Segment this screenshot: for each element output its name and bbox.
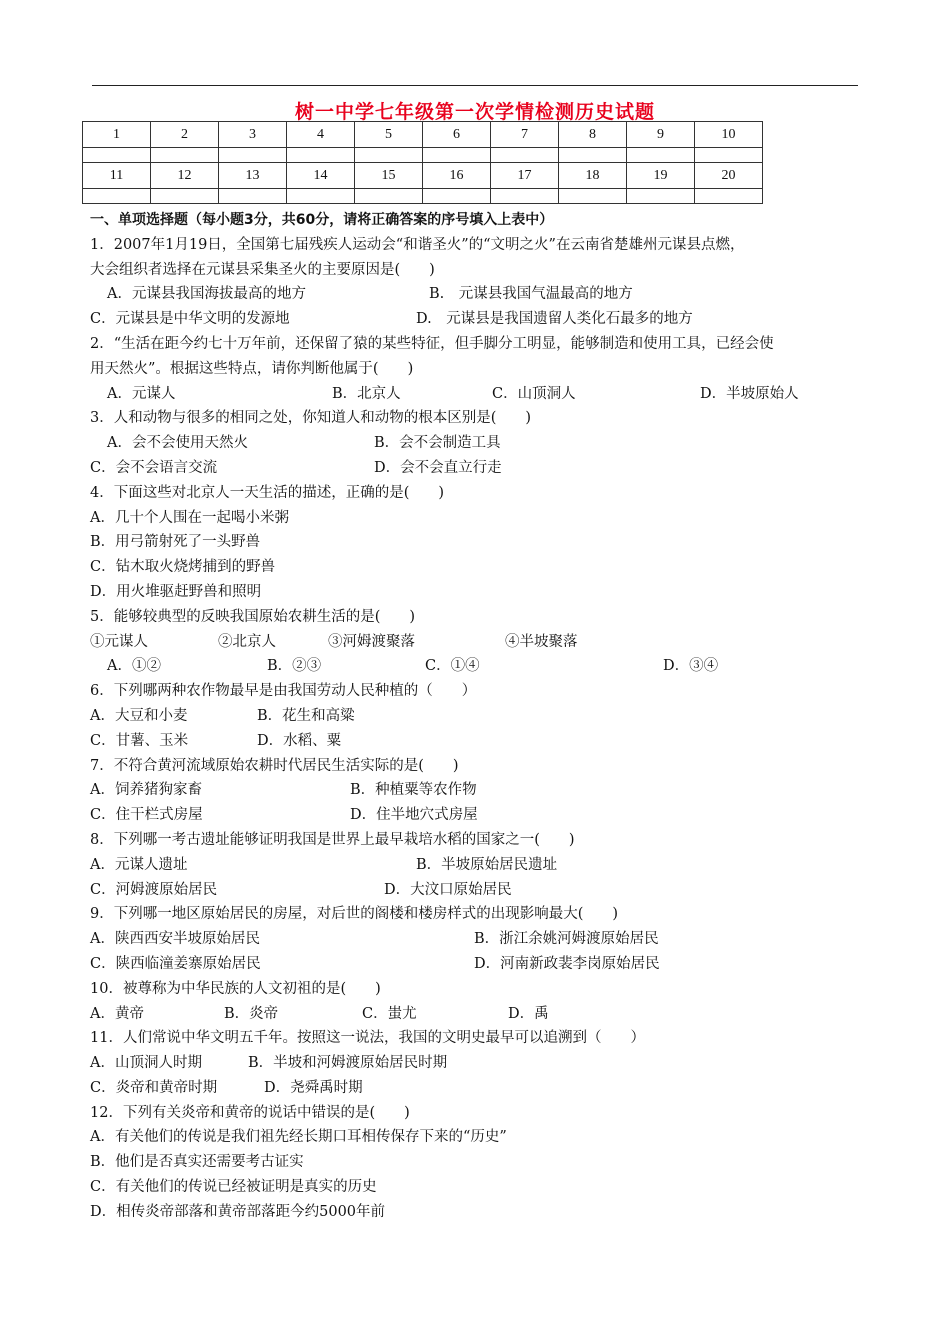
- question-stem: 9．下列哪一地区原始居民的房屋，对后世的阁楼和楼房样式的出现影响最大( ): [90, 906, 619, 923]
- option: ④半坡聚落: [505, 633, 578, 650]
- section-heading: 一、单项选择题（每小题3分，共60分，请将正确答案的序号填入上表中）: [90, 212, 554, 228]
- option: A．大豆和小麦: [90, 707, 188, 724]
- answer-box[interactable]: [219, 189, 287, 204]
- option: B．炎帝: [224, 1005, 279, 1022]
- answer-table-cell: 10: [695, 122, 763, 148]
- option: C．钻木取火烧烤捕到的野兽: [90, 559, 276, 576]
- option: B. 元谋县我国气温最高的地方: [429, 286, 633, 303]
- answer-box[interactable]: [83, 189, 151, 204]
- option-row: [90, 382, 870, 407]
- option-row: [90, 630, 870, 655]
- option-row: [90, 729, 870, 754]
- option: C．①④: [425, 658, 480, 675]
- answer-table-blank-row: [83, 148, 763, 163]
- option-row: [90, 456, 870, 481]
- answer-table-number-row: [83, 163, 763, 189]
- answer-box[interactable]: [83, 148, 151, 163]
- question-stem: 4．下面这些对北京人一天生活的描述，正确的是( ): [90, 484, 445, 501]
- answer-box[interactable]: [695, 189, 763, 204]
- option: B．半坡和河姆渡原始居民时期: [248, 1055, 448, 1072]
- answer-box[interactable]: [423, 148, 491, 163]
- answer-box[interactable]: [491, 189, 559, 204]
- option-row: [90, 1051, 870, 1076]
- option: C．蚩尤: [362, 1005, 417, 1022]
- option: D．水稻、粟: [257, 732, 342, 749]
- option: ①元谋人: [90, 633, 148, 650]
- question-stem: 7．不符合黄河流域原始农耕时代居民生活实际的是( ): [90, 757, 459, 774]
- option-row: [90, 654, 870, 679]
- option: D．相传炎帝部落和黄帝部落距今约5000年前: [90, 1203, 386, 1220]
- answer-table-cell: 9: [627, 122, 695, 148]
- option: C．山顶洞人: [492, 385, 576, 402]
- option: D．半坡原始人: [700, 385, 799, 402]
- answer-box[interactable]: [695, 148, 763, 163]
- option: B．会不会制造工具: [374, 435, 501, 452]
- answer-box[interactable]: [287, 148, 355, 163]
- option: C．河姆渡原始居民: [90, 881, 218, 898]
- answer-table-cell: 16: [423, 163, 491, 189]
- option: B．北京人: [332, 385, 401, 402]
- option: D．③④: [663, 658, 719, 675]
- option: A．几十个人围在一起喝小米粥: [90, 509, 289, 526]
- option-row: [90, 704, 870, 729]
- answer-box[interactable]: [151, 148, 219, 163]
- question-content: [90, 208, 870, 1225]
- answer-box[interactable]: [559, 148, 627, 163]
- answer-box[interactable]: [627, 148, 695, 163]
- answer-box[interactable]: [355, 148, 423, 163]
- answer-table-cell: 13: [219, 163, 287, 189]
- answer-table-cell: 12: [151, 163, 219, 189]
- answer-table-cell: 15: [355, 163, 423, 189]
- question-stem: 1．2007年1月19日，全国第七届残疾人运动会“和谐圣火”的“文明之火”在云南省楚雄州元谋县点燃，: [90, 236, 745, 253]
- option-row: [90, 803, 870, 828]
- question-stem: 11．人们常说中华文明五千年。按照这一说法，我国的文明史最早可以追溯到（ ）: [90, 1030, 645, 1047]
- answer-box[interactable]: [219, 148, 287, 163]
- answer-table-cell: 20: [695, 163, 763, 189]
- option: D．尧舜禹时期: [264, 1079, 363, 1096]
- option: D．禹: [508, 1005, 549, 1022]
- option-row: [90, 282, 870, 307]
- question-stem: 8．下列哪一考古遗址能够证明我国是世界上最早栽培水稻的国家之一( ): [90, 831, 575, 848]
- option: D．用火堆驱赶野兽和照明: [90, 583, 262, 600]
- option-row: [90, 778, 870, 803]
- answer-table-cell: 14: [287, 163, 355, 189]
- option: C．甘薯、玉米: [90, 732, 189, 749]
- option: C．住干栏式房屋: [90, 807, 203, 824]
- option: A．陕西西安半坡原始居民: [90, 931, 260, 948]
- option: ③河姆渡聚落: [328, 633, 415, 650]
- answer-box[interactable]: [151, 189, 219, 204]
- option: C．炎帝和黄帝时期: [90, 1079, 218, 1096]
- option: A．饲养猪狗家畜: [90, 782, 202, 799]
- question-stem: 2．“生活在距今约七十万年前，还保留了猿的某些特征，但手脚分工明显，能够制造和使用工具，已经会使: [90, 335, 774, 352]
- answer-table-cell: 11: [83, 163, 151, 189]
- option: B．浙江余姚河姆渡原始居民: [474, 931, 659, 948]
- option: D．会不会直立行走: [374, 459, 502, 476]
- option: C．会不会语言交流: [90, 459, 218, 476]
- option: B．②③: [267, 658, 322, 675]
- answer-table-cell: 19: [627, 163, 695, 189]
- option: C．陕西临潼姜寨原始居民: [90, 955, 261, 972]
- option-row: [90, 1076, 870, 1101]
- option-row: [90, 1002, 870, 1027]
- header-rule: [92, 85, 858, 86]
- answer-table-blank-row: [83, 189, 763, 204]
- question-stem: 10．被尊称为中华民族的人文初祖的是( ): [90, 980, 381, 997]
- answer-box[interactable]: [287, 189, 355, 204]
- answer-table-cell: 5: [355, 122, 423, 148]
- option: B．用弓箭射死了一头野兽: [90, 534, 261, 551]
- question-stem: 大会组织者选择在元谋县采集圣火的主要原因是( ): [90, 261, 435, 278]
- option: D．河南新政裴李岗原始居民: [474, 955, 660, 972]
- answer-table-cell: 7: [491, 122, 559, 148]
- answer-box[interactable]: [559, 189, 627, 204]
- answer-table-cell: 17: [491, 163, 559, 189]
- answer-box[interactable]: [627, 189, 695, 204]
- option: B．种植粟等农作物: [350, 782, 477, 799]
- option: A．元谋人遗址: [90, 856, 188, 873]
- option: A．元谋人: [107, 385, 176, 402]
- option: B．半坡原始居民遗址: [416, 856, 558, 873]
- answer-box[interactable]: [355, 189, 423, 204]
- answer-table-cell: 3: [219, 122, 287, 148]
- option-row: [90, 952, 870, 977]
- answer-table-number-row: [83, 122, 763, 148]
- option: A．会不会使用天然火: [107, 435, 248, 452]
- option: B．花生和高粱: [257, 707, 355, 724]
- option: B．他们是否真实还需要考古证实: [90, 1154, 304, 1171]
- answer-table-cell: 18: [559, 163, 627, 189]
- question-stem: 3．人和动物与很多的相同之处，你知道人和动物的根本区别是( ): [90, 410, 532, 427]
- option: C．有关他们的传说已经被证明是真实的历史: [90, 1179, 377, 1196]
- option-row: [90, 307, 870, 332]
- option: A．①②: [107, 658, 161, 675]
- page-title: 树一中学七年级第一次学情检测历史试题: [294, 101, 655, 123]
- option: D．住半地穴式房屋: [350, 807, 478, 824]
- answer-table-cell: 4: [287, 122, 355, 148]
- question-stem: 12．下列有关炎帝和黄帝的说话中错误的是( ): [90, 1104, 410, 1121]
- answer-table-cell: 1: [83, 122, 151, 148]
- answer-table-cell: 8: [559, 122, 627, 148]
- answer-table-cell: 2: [151, 122, 219, 148]
- answer-box[interactable]: [423, 189, 491, 204]
- option: A．元谋县我国海拔最高的地方: [107, 286, 306, 303]
- option: A．有关他们的传说是我们祖先经长期口耳相传保存下来的“历史”: [90, 1129, 507, 1146]
- option-row: [90, 853, 870, 878]
- option: D. 元谋县是我国遗留人类化石最多的地方: [416, 311, 693, 328]
- option: C．元谋县是中华文明的发源地: [90, 311, 290, 328]
- option: ②北京人: [218, 633, 276, 650]
- option-row: [90, 927, 870, 952]
- option: D．大汶口原始居民: [384, 881, 512, 898]
- answer-table-cell: 6: [423, 122, 491, 148]
- option: A．山顶洞人时期: [90, 1055, 202, 1072]
- question-stem: 5．能够较典型的反映我国原始农耕生活的是( ): [90, 608, 416, 625]
- question-stem: 用天然火”。根据这些特点，请你判断他属于( ): [90, 360, 414, 377]
- answer-box[interactable]: [491, 148, 559, 163]
- option-row: [90, 878, 870, 903]
- option-row: [90, 431, 870, 456]
- question-stem: 6．下列哪两种农作物最早是由我国劳动人民种植的（ ）: [90, 683, 477, 700]
- option: A．黄帝: [90, 1005, 144, 1022]
- answer-table: [82, 121, 763, 204]
